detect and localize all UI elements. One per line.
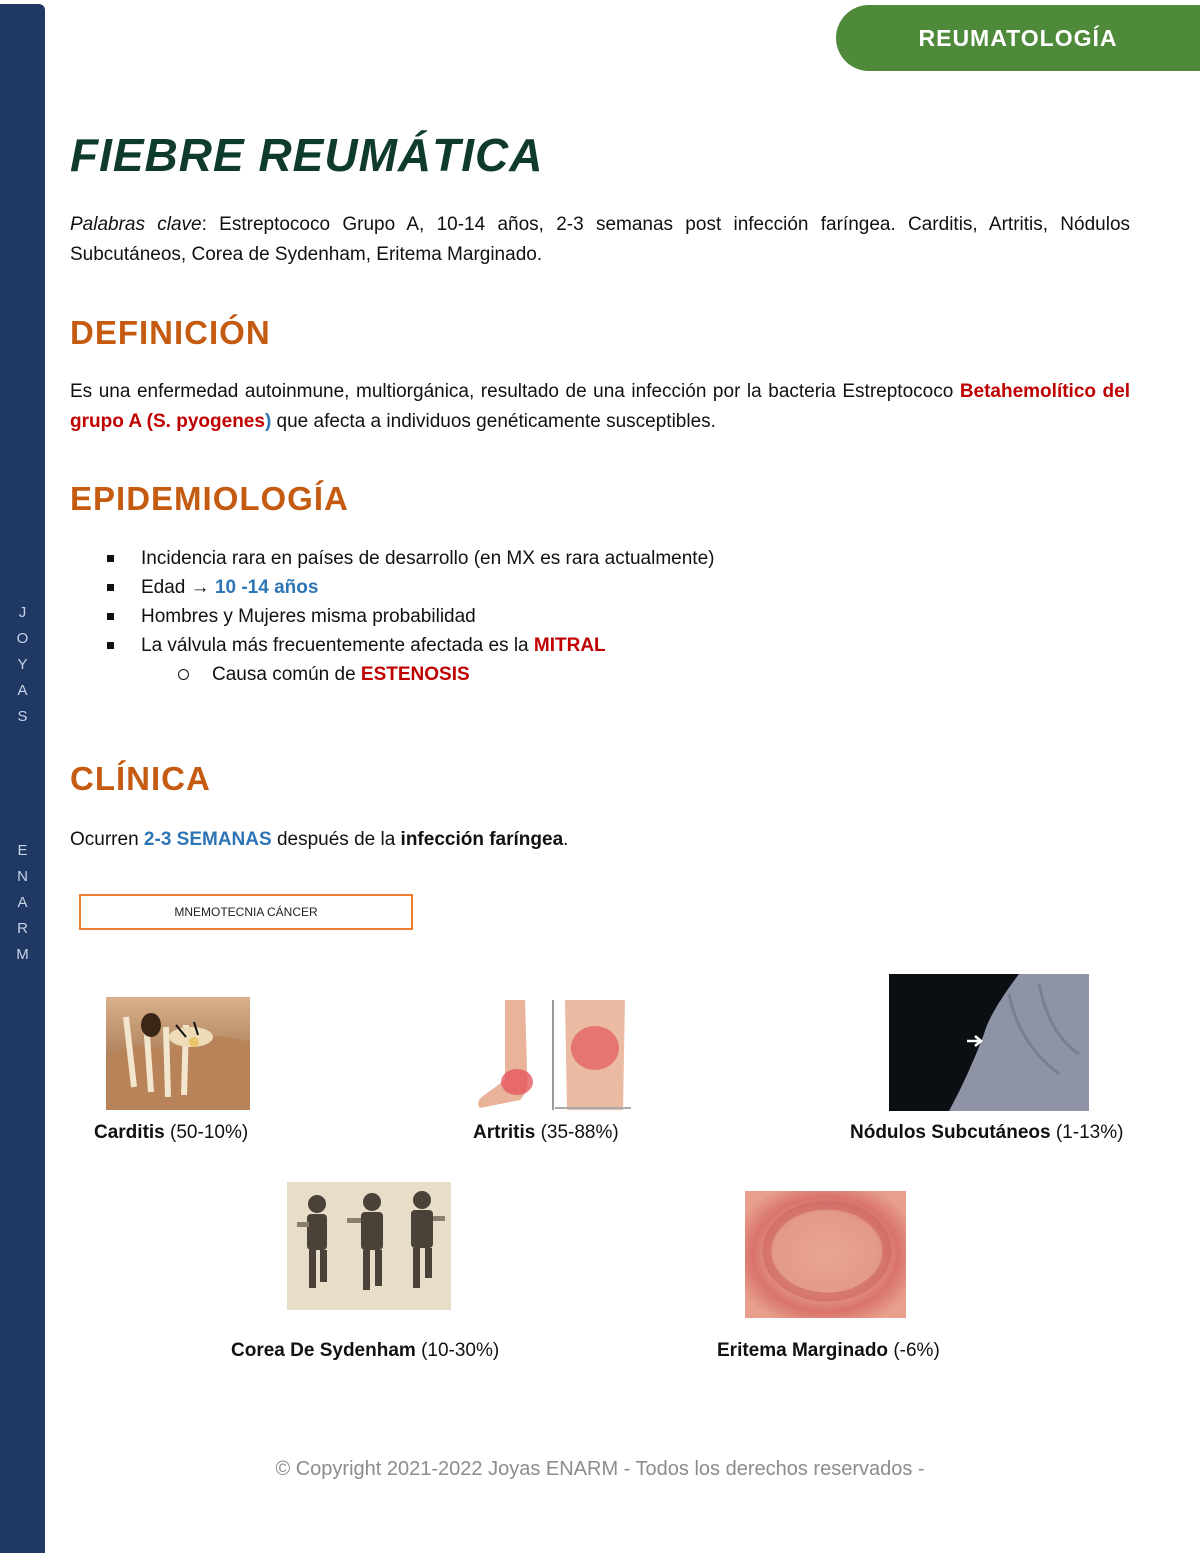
list-item [70, 660, 714, 689]
keywords-text: : Estreptococo Grupo A, 10-14 años, 2-3 semanas post infección faríngea. Carditis, Artritis, Nódulos Subcutáneos, Corea de Sydenham, Eritema Marginado. [70, 214, 1131, 265]
corea-image [287, 1182, 451, 1310]
caption-eritema [717, 1340, 940, 1362]
keywords-label: Palabras clave [70, 214, 202, 235]
list-item-text: Incidencia rara en países de desarrollo (en MX es rara actualmente) [141, 548, 715, 569]
side-letters-enarm [0, 838, 45, 968]
definicion-paragraph [70, 377, 1130, 437]
list-item-highlight: MITRAL [533, 635, 606, 656]
side-letter: E [17, 842, 28, 859]
caption-name: Artritis [473, 1122, 536, 1143]
heading-clinica: CLÍNICA [70, 760, 211, 797]
list-item-text: Hombres y Mujeres misma probabilidad [141, 606, 476, 627]
caption-name: Eritema Marginado [717, 1340, 889, 1361]
caption-pct: (-6%) [888, 1340, 940, 1361]
list-item [70, 631, 714, 660]
side-letter: Y [17, 656, 28, 673]
keywords-paragraph [70, 210, 1130, 270]
definicion-text-after: que afecta a individuos genéticamente susceptibles. [271, 411, 716, 432]
side-bar [0, 4, 45, 1553]
mnemotecnia-box [79, 894, 413, 930]
caption-pct: (1-13%) [1050, 1122, 1124, 1143]
clinica-highlight: 2-3 SEMANAS [143, 829, 272, 850]
heading-definicion: DEFINICIÓN [70, 314, 271, 351]
caption-carditis [94, 1122, 248, 1144]
bullet-square [107, 584, 114, 591]
section-tag-label: REUMATOLOGÍA [918, 24, 1118, 51]
side-letter: J [18, 604, 27, 621]
list-item-highlight: ESTENOSIS [360, 664, 470, 685]
clinica-text-middle: después de la [271, 829, 401, 850]
list-item [70, 573, 714, 602]
side-letter: M [16, 946, 29, 963]
definicion-highlight: Betahemolítico del grupo A (S. pyogenes [70, 381, 1130, 432]
clinica-text-after: . [563, 829, 569, 850]
bullet-square [107, 613, 114, 620]
caption-corea [231, 1340, 499, 1362]
section-tag [836, 5, 1200, 71]
eritema-image [745, 1191, 906, 1318]
list-item-text: La válvula más frecuentemente afectada es la [141, 635, 534, 656]
side-letter: O [16, 630, 29, 647]
list-item-text: Edad → [141, 577, 215, 598]
list-item [70, 544, 714, 573]
list-item-text: Causa común de [212, 664, 361, 685]
clinica-bold: infección faríngea [400, 829, 564, 850]
side-letter: A [17, 894, 28, 911]
carditis-image [106, 997, 250, 1110]
caption-name: Corea De Sydenham [231, 1340, 416, 1361]
caption-name: Carditis [94, 1122, 165, 1143]
list-item [70, 602, 714, 631]
epidemiologia-list [70, 544, 714, 689]
definicion-highlight-close: ) [264, 411, 272, 432]
side-letter: R [17, 920, 28, 937]
copyright-footer: © Copyright 2021-2022 Joyas ENARM - Todos los derechos reservados - [275, 1458, 925, 1480]
definicion-text-before: Es una enfermedad autoinmune, multiorgánica, resultado de una infección por la bacteria Estreptococo [70, 381, 960, 402]
page-title: FIEBRE REUMÁTICA [70, 129, 544, 181]
list-item-highlight: 10 -14 años [214, 577, 319, 598]
side-letter: S [17, 708, 28, 725]
artritis-image [475, 1000, 631, 1110]
caption-pct: (50-10%) [164, 1122, 249, 1143]
clinica-paragraph [70, 825, 1130, 855]
caption-pct: (10-30%) [415, 1340, 500, 1361]
clinica-text-before: Ocurren [70, 829, 144, 850]
caption-artritis [473, 1122, 619, 1144]
mnemotecnia-label: MNEMOTECNIA CÁNCER [174, 905, 318, 919]
bullet-square [107, 555, 114, 562]
bullet-square [107, 642, 114, 649]
side-letter: N [17, 868, 28, 885]
side-letters-joyas [0, 600, 45, 730]
side-letter: A [17, 682, 28, 699]
heading-epidemiologia: EPIDEMIOLOGÍA [70, 480, 349, 517]
caption-pct: (35-88%) [535, 1122, 619, 1143]
caption-name: Nódulos Subcutáneos [850, 1122, 1051, 1143]
bullet-circle [178, 669, 189, 680]
caption-nodulos [850, 1122, 1123, 1144]
nodulos-image [889, 974, 1089, 1111]
